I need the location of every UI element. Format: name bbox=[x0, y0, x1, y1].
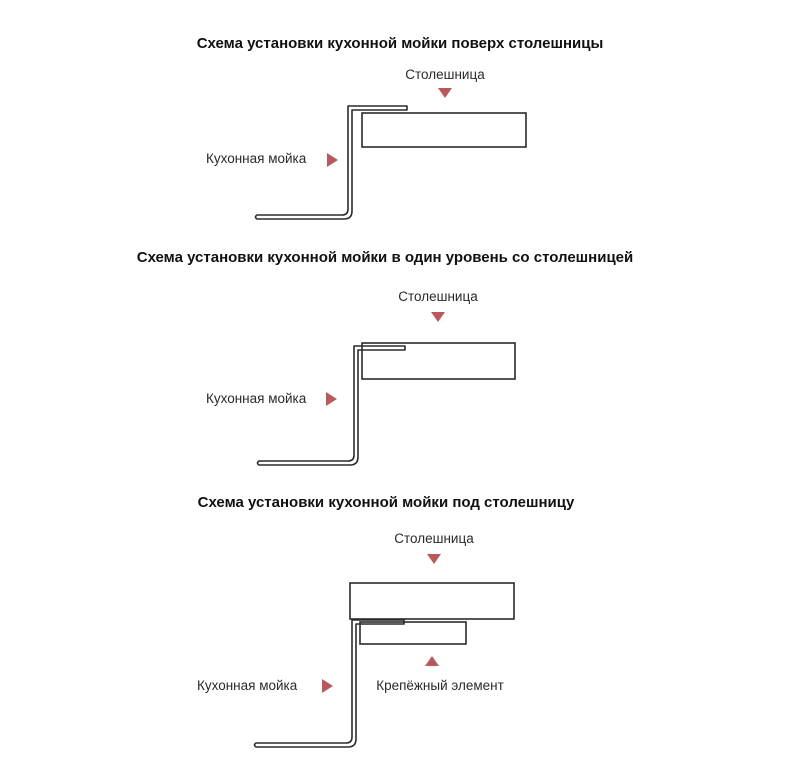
countertop-label: Столешница bbox=[394, 531, 474, 546]
countertop-arrow-down-icon bbox=[427, 554, 441, 564]
countertop-label: Столешница bbox=[405, 67, 485, 82]
diagram-title: Схема установки кухонной мойки под столешницу bbox=[197, 494, 575, 511]
countertop bbox=[362, 343, 515, 379]
countertop bbox=[350, 583, 514, 619]
sink-label: Кухонная мойка bbox=[206, 391, 307, 406]
sink-arrow-right-icon bbox=[327, 153, 338, 167]
sink-label: Кухонная мойка bbox=[206, 151, 307, 166]
fastener-arrow-up-icon bbox=[425, 656, 439, 666]
countertop bbox=[362, 113, 526, 147]
countertop-label: Столешница bbox=[398, 289, 478, 304]
diagram-title: Схема установки кухонной мойки в один уровень со столешницей bbox=[136, 249, 634, 266]
diagram-over-countertop bbox=[197, 35, 604, 219]
countertop-arrow-down-icon bbox=[431, 312, 445, 322]
sink-label: Кухонная мойка bbox=[197, 678, 298, 693]
sink-arrow-right-icon bbox=[326, 392, 337, 406]
diagram-flush-countertop bbox=[137, 249, 634, 465]
sink-arrow-right-icon bbox=[322, 679, 333, 693]
countertop-arrow-down-icon bbox=[438, 88, 452, 98]
diagram-title: Схема установки кухонной мойки поверх столешницы bbox=[196, 35, 604, 52]
diagram-under-countertop bbox=[197, 494, 575, 747]
fastener-element bbox=[360, 622, 466, 644]
fastener-label: Крепёжный элемент bbox=[376, 678, 504, 693]
